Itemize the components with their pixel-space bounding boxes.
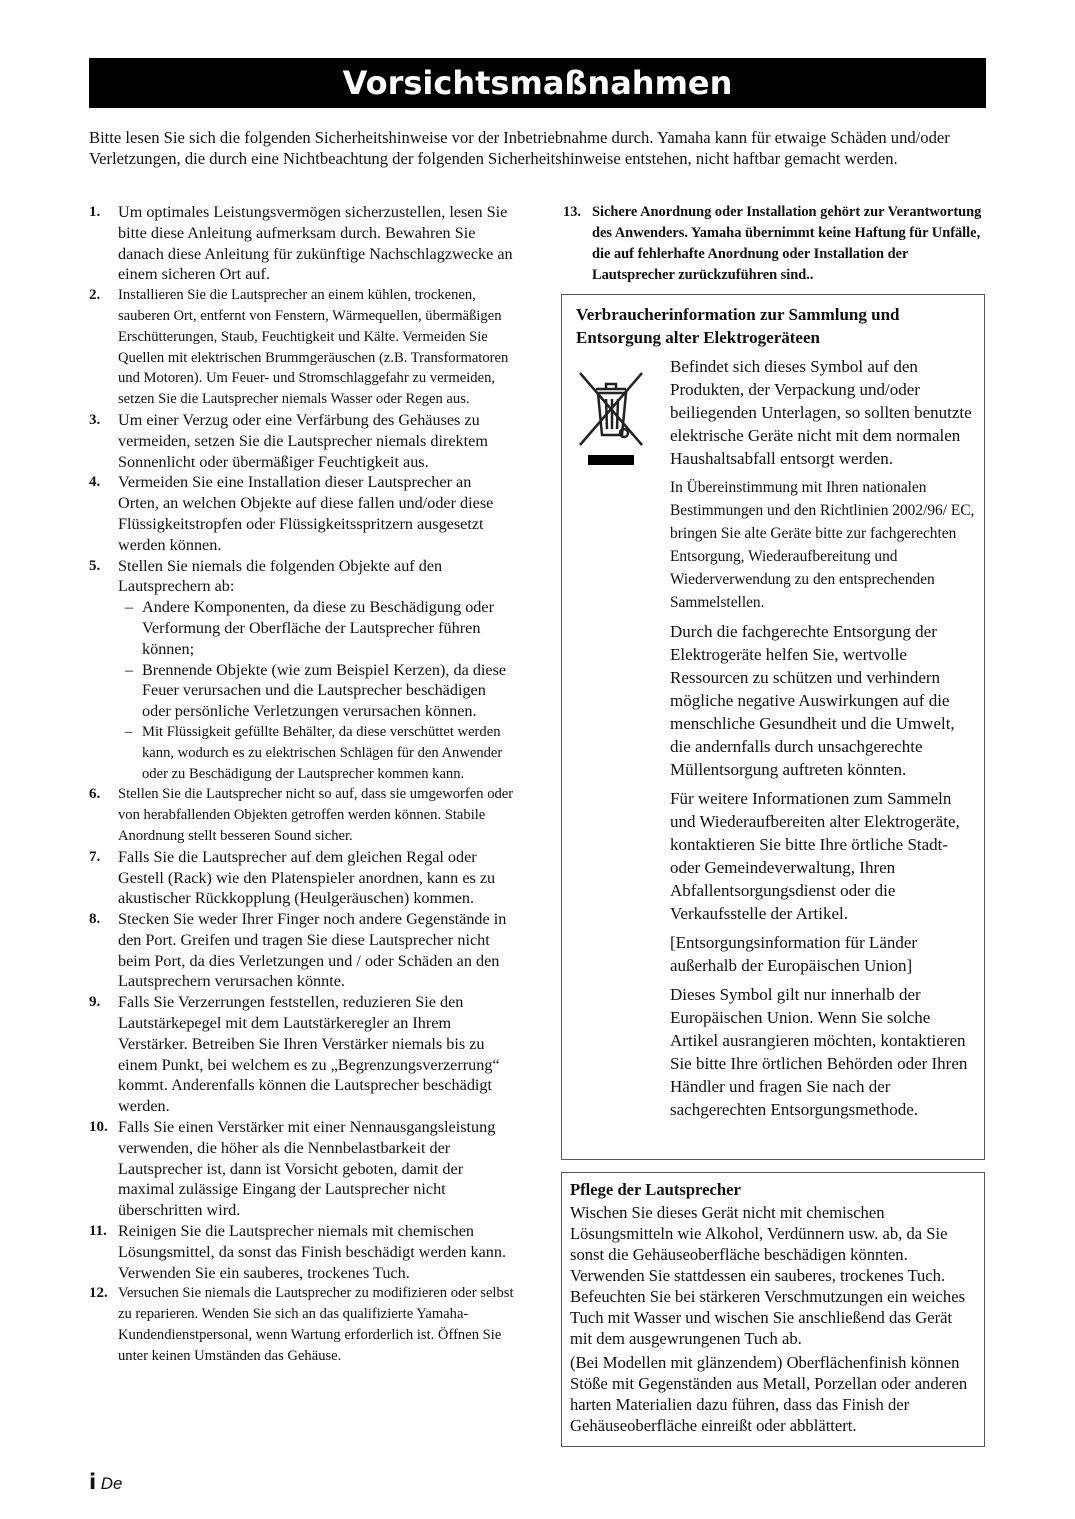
care-paragraph: Wischen Sie dieses Gerät nicht mit chemischen Lösungsmitteln wie Alkohol, Verdünnern usw. ab, da Sie sonst die Gehäuseoberfläche beschädigen könnten. Verwenden Sie stattdessen ein sauberes, trockenes Tuch. Befeuchten Sie bei stärkeren Verschmutzungen ein weiches Tuch mit Wasser und wischen Sie anschließend das Gerät mit dem ausgewrungenen Tuch ab. bbox=[570, 1203, 966, 1348]
item-text: Um einer Verzug oder eine Verfärbung des Gehäuses zu vermeiden, setzen Sie die Lautsprecher niemals direktem Sonnenlicht oder übermäßiger Feuchtigkeit aus. bbox=[118, 410, 488, 471]
item-text: Versuchen Sie niemals die Lautsprecher zu modifizieren oder selbst zu reparieren. Wenden Sie sich an das qualifizierte Yamaha-Kundendienstpersonal, wenn Wartung erforderlich ist. Öffnen Sie unter keinen Umständen das Gehäuse. bbox=[118, 1285, 514, 1364]
page-footer bbox=[89, 1470, 122, 1494]
item-text: Stellen Sie niemals die folgenden Objekte auf den Lautsprechern ab: bbox=[118, 556, 443, 596]
item-number: 6. bbox=[89, 786, 101, 803]
precautions-list bbox=[89, 202, 514, 1367]
item-text: Stellen Sie die Lautsprecher nicht so auf, dass sie umgeworfen oder von herabfallenden Objekten getroffen werden können. Stabile Anordnung stellt besseren Sound sicher. bbox=[118, 786, 514, 844]
sub-list bbox=[118, 597, 514, 784]
sub-list-item: – Mit Flüssigkeit gefüllte Behälter, da diese verschüttet werden kann, wodurch es zu elektrischen Schlägen für den Anwender oder zu Beschädigung der Lautsprecher kommen kann. bbox=[125, 723, 503, 782]
item-text: Stecken Sie weder Ihrer Finger noch andere Gegenstände in den Port. Greifen und tragen Sie diese Lautsprecher nicht beim Port, da dies Verletzungen und / oder Schäden an den Lautsprechern verursachen könnte. bbox=[118, 910, 507, 991]
item-number: 4. bbox=[89, 474, 101, 491]
care-heading: Pflege der Lautsprecher bbox=[570, 1180, 741, 1199]
crossed-out-bin-icon bbox=[576, 367, 646, 477]
item-text: Installieren Sie die Lautsprecher an einem kühlen, trockenen, sauberen Ort, entfernt von Fenstern, Wärmequellen, übermäßigen Erschütterungen, Staub, Feuchtigkeit und Kälte. Vermeiden Sie Quellen mit elektrischen Brummgeräuschen (z.B. Transformatoren und Motoren). Um Feuer- und Stromschlaggefahr zu vermeiden, setzen Sie die Lautsprecher niemals Wasser oder Regen aus. bbox=[118, 287, 509, 408]
list-item bbox=[89, 784, 514, 846]
item-number: 13. bbox=[563, 204, 581, 220]
page-title: Vorsichtsmaßnahmen bbox=[89, 58, 986, 108]
list-item-13 bbox=[563, 202, 988, 286]
care-paragraph: (Bei Modellen mit glänzendem) Oberflächenfinish können Stöße mit Gegenständen aus Metall, Porzellan oder anderen harten Materialien dazu führen, dass das Finish der Gehäuseoberfläche einreißt oder abblättert. bbox=[570, 1353, 968, 1435]
item-number: 7. bbox=[89, 848, 101, 865]
item-text: Vermeiden Sie eine Installation dieser Lautsprecher an Orten, an welchen Objekte auf diese fallen und/oder diese Flüssigkeitstropfen oder Flüssigkeitsspritzern ausgesetzt werden können. bbox=[118, 473, 494, 554]
language-code: De bbox=[100, 1474, 123, 1493]
disposal-paragraph: [Entsorgungsinformation für Länder außerhalb der Europäischen Union] bbox=[670, 933, 918, 975]
item-number: 2. bbox=[89, 287, 101, 304]
list-item bbox=[89, 909, 514, 992]
list-item bbox=[89, 410, 514, 472]
item-text: Falls Sie Verzerrungen feststellen, reduzieren Sie den Lautstärkepegel mit dem Lautstärkeregler an Ihrem Verstärker. Betreiben Sie Ihren Verstärker niemals bis zu einem Punkt, bei welchem es zu „Begrenzungsverzerrung“ kommt. Anderenfalls können die Lautsprecher beschädigt werden. bbox=[118, 993, 500, 1116]
item-text: Reinigen Sie die Lautsprecher niemals mit chemischen Lösungsmittel, da sonst das Finish beschädigt werden kann. Verwenden Sie ein sauberes, trockenes Tuch. bbox=[118, 1222, 507, 1282]
item-number: 5. bbox=[89, 557, 101, 574]
item-number: 1. bbox=[89, 204, 101, 220]
disposal-heading: Verbraucherinformation zur Sammlung und Entsorgung alter Elektrogeräteen bbox=[576, 305, 900, 347]
list-item bbox=[89, 556, 514, 785]
disposal-paragraph: Dieses Symbol gilt nur innerhalb der Europäischen Union. Wenn Sie solche Artikel ausrangieren möchten, kontaktieren Sie bitte Ihre örtlichen Behörden oder Ihren Händler und fragen Sie nach der sachgerechten Entsorgungsmethode. bbox=[670, 985, 968, 1119]
item-number: 3. bbox=[89, 411, 101, 428]
intro-paragraph: Bitte lesen Sie sich die folgenden Sicherheitshinweise vor der Inbetriebnahme durch. Yamaha kann für etwaige Schäden und/oder Verletzungen, die durch eine Nichtbeachtung der folgenden Sicherheitshinweise entstehen, nicht haftbar gemacht werden. bbox=[89, 128, 950, 168]
list-item bbox=[89, 1221, 514, 1283]
item-text: Um optimales Leistungsvermögen sicherzustellen, lesen Sie bitte diese Anleitung aufmerksam durch. Bewahren Sie danach diese Anleitung für zukünftige Nachschlagzwecke an einem sicheren Ort auf. bbox=[118, 203, 513, 284]
item-number: 11. bbox=[89, 1223, 107, 1240]
list-item bbox=[89, 285, 514, 410]
list-item bbox=[89, 847, 514, 909]
list-item bbox=[89, 992, 514, 1117]
care-info-box bbox=[561, 1172, 985, 1447]
item-number: 8. bbox=[89, 911, 101, 928]
item-number: 10. bbox=[89, 1119, 108, 1136]
item-number: 9. bbox=[89, 994, 101, 1011]
disposal-info-box bbox=[561, 294, 985, 1160]
item-text: Falls Sie die Lautsprecher auf dem gleichen Regal oder Gestell (Rack) wie den Platenspieler anordnen, kann es zu akustischer Rückkopplung (Heulgeräuschen) kommen. bbox=[118, 847, 496, 908]
page-number: i bbox=[89, 1470, 97, 1494]
disposal-paragraph: Durch die fachgerechte Entsorgung der Elektrogeräte helfen Sie, wertvolle Ressourcen zu schützen und verhindern mögliche negative Auswirkungen auf die menschliche Gesundheit und die Umwelt, die andernfalls durch unsachgerechte Müllentsorgung auftreten könnten. bbox=[670, 622, 955, 779]
list-item bbox=[89, 1117, 514, 1221]
sub-list-item: – Brennende Objekte (wie zum Beispiel Kerzen), da diese Feuer verursachen und die Lautsprecher beschädigen oder persönliche Verletzungen verursachen können. bbox=[125, 660, 507, 721]
sub-list-item: – Andere Komponenten, da diese zu Beschädigung oder Verformung der Oberfläche der Lautsprecher führen können; bbox=[125, 598, 494, 658]
item-text: Sichere Anordnung oder Installation gehört zur Verantwortung des Anwenders. Yamaha übernimmt keine Haftung für Unfälle, die auf fehlerhafte Anordnung oder Installation der Lautsprecher zurückzuführen sind.. bbox=[592, 204, 982, 283]
list-item bbox=[89, 472, 514, 555]
disposal-paragraph: In Übereinstimmung mit Ihren nationalen Bestimmungen und den Richtlinien 2002/96/ EC, bringen Sie alte Geräte bitte zur fachgerechten Entsorgung, Wiederaufbereitung und Wiederverwendung zu den entsprechenden Sammelstellen. bbox=[670, 479, 975, 611]
disposal-paragraph: Befindet sich dieses Symbol auf den Produkten, der Verpackung und/oder beiliegenden Unterlagen, so sollten benutzte elektrische Geräte nicht mit dem normalen Haushaltsabfall entsorgt werden. bbox=[670, 357, 972, 468]
item-text: Falls Sie einen Verstärker mit einer Nennausgangsleistung verwenden, die höher als die Nennbelastbarkeit der Lautsprecher ist, dann ist Vorsicht geboten, damit der maximal zulässige Eingang der Lautsprecher nicht überschritten wird. bbox=[118, 1118, 496, 1220]
list-item bbox=[89, 1283, 514, 1366]
item-number: 12. bbox=[89, 1285, 108, 1302]
disposal-paragraph: Für weitere Informationen zum Sammeln und Wiederaufbereiten alter Elektrogeräte, kontaktieren Sie bitte Ihre örtliche Stadt- oder Gemeindeverwaltung, Ihren Abfallentsorgungsdienst oder die Verkaufsstelle der Artikel. bbox=[670, 789, 960, 923]
list-item bbox=[89, 202, 514, 285]
